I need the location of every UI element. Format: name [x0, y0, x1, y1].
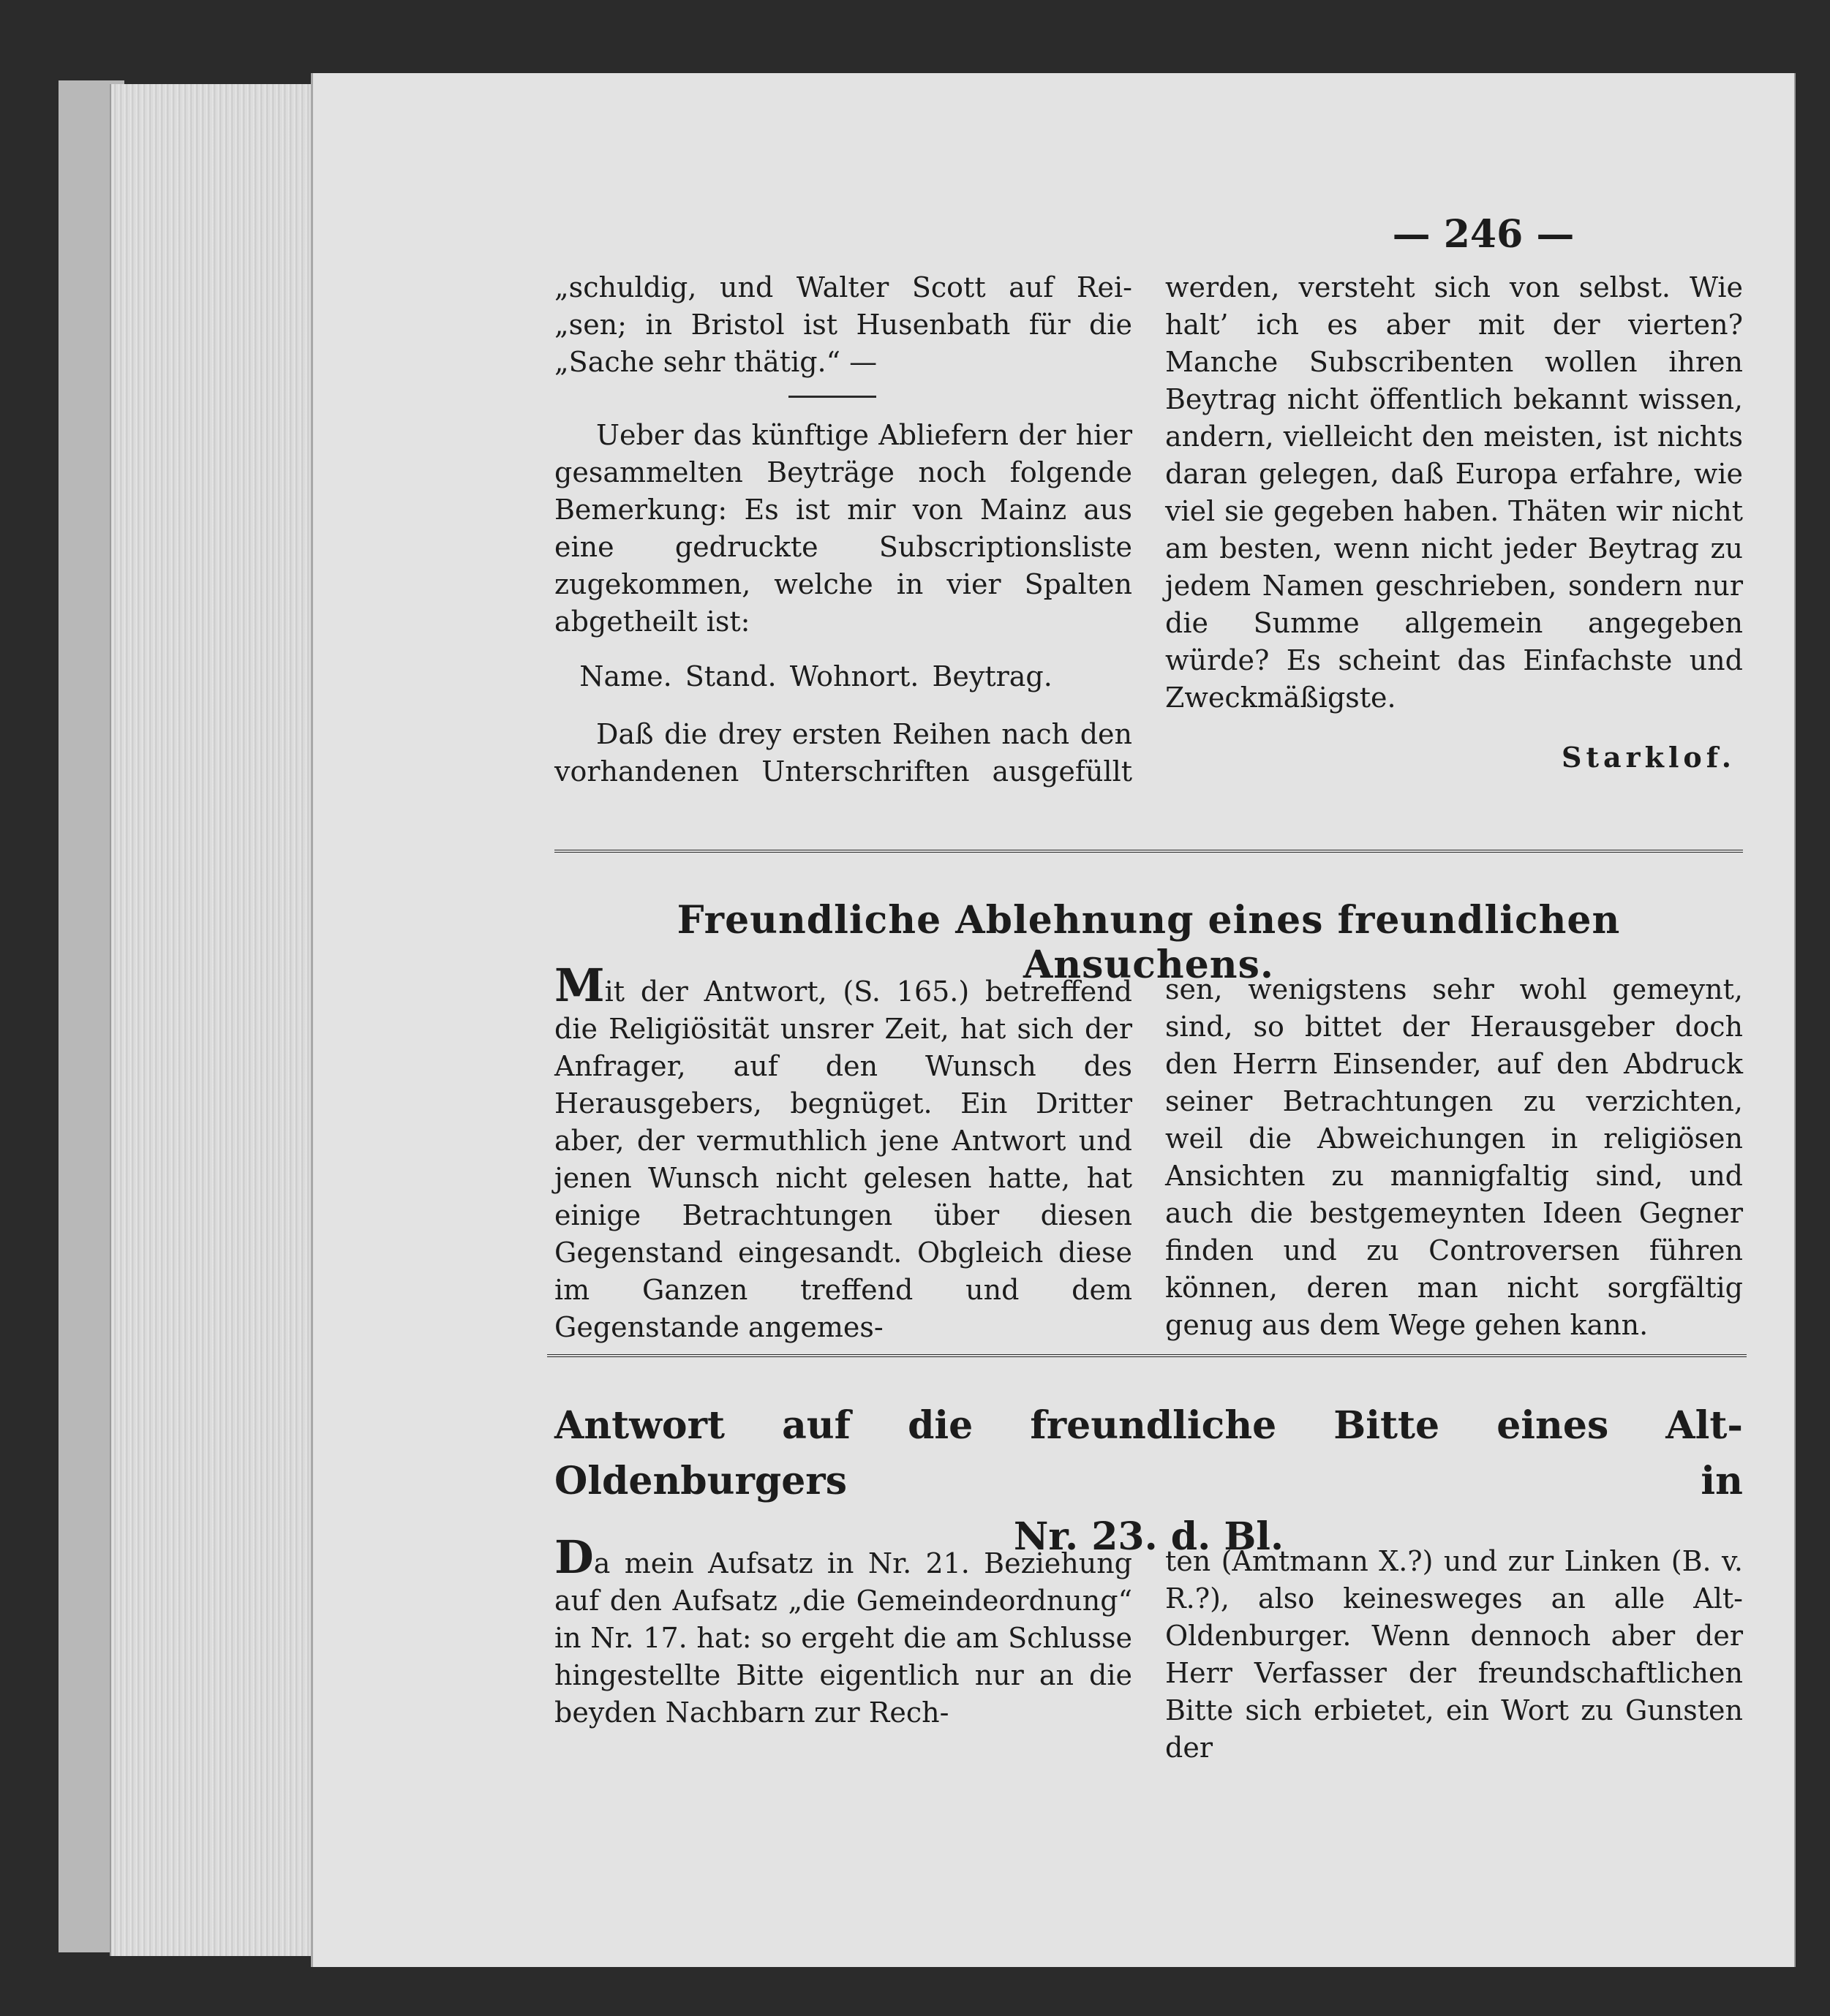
section-title-line: Nr. 23. d. Bl.	[1013, 1514, 1284, 1559]
page-stack-edges	[110, 84, 316, 1956]
quote-line: „sen; in Bristol ist Husenbath für die	[554, 309, 1132, 341]
section-divider	[554, 850, 1743, 853]
paragraph: Ueber das künftige Abliefern der hier gesammelten Beyträge noch folgende Bemerkung: Es ist mir von Mainz aus eine gedruckte Subscriptionsliste zugekommen, welche in vier Spalten abgetheilt ist:	[554, 419, 1132, 638]
paragraph: werden, versteht sich von selbst. Wie halt’ ich es aber mit der vierten? Manche Subscribenten wollen ihren Beytrag nicht öffentlich bekannt wissen, andern, vielleicht den meisten, ist nichts daran gelegen, daß Europa erfahre, wie viel sie gegeben haben. Thäten wir nicht am besten, wenn nicht jeder Beytrag zu jedem Namen geschrieben, sondern nur die Summe allgemein angegeben würde? Es scheint das Einfachste und Zweckmäßigste.	[1165, 271, 1743, 714]
section-title-line: Antwort auf die freundliche Bitte eines Alt-Oldenburgers in	[554, 1403, 1743, 1503]
page-number: — 246 —	[1392, 212, 1575, 257]
quote-line: „schuldig, und Walter Scott auf Rei-	[554, 271, 1132, 303]
section-3-left-column	[554, 1530, 1132, 1732]
top-left-column	[554, 269, 1132, 790]
section-title	[554, 1398, 1743, 1565]
paragraph	[554, 959, 1132, 1346]
subscription-fields: Name. Stand. Wohnort. Beytrag.	[579, 660, 1053, 692]
paragraph: sen, wenigstens sehr wohl gemeynt, sind, so bittet der Herausgeber doch den Herrn Einsender, auf den Abdruck seiner Betrachtungen zu verzichten, weil die Abweichungen in religiösen Ansichten zu mannigfaltig sind, und auch die bestgemeynten Ideen Gegner finden und zu Controversen führen können, deren man nicht sorgfältig genug aus dem Wege gehen kann.	[1165, 973, 1743, 1341]
paragraph: Daß die drey ersten Reihen nach den vorhandenen Unterschriften ausgefüllt	[554, 718, 1132, 788]
section-title: Freundliche Ablehnung eines freundlichen Ansuchens.	[677, 898, 1621, 987]
section-2-right-column	[1165, 971, 1743, 1344]
signature: Starklof.	[1562, 741, 1736, 774]
drop-cap: M	[554, 959, 605, 1012]
book-page	[311, 73, 1796, 1967]
quote-line: „Sache sehr thätig.“ —	[554, 346, 878, 378]
paragraph: ten (Amtmann X.?) und zur Linken (B. v. R.?), also keinesweges an alle Alt-Oldenburger. Wenn dennoch aber der Herr Verfasser der freundschaftlichen Bitte sich erbietet, ein Wort zu Gunsten der	[1165, 1545, 1743, 1764]
section-2-left-column	[554, 959, 1132, 1346]
paragraph	[554, 1530, 1132, 1732]
paragraph-text: a mein Aufsatz in Nr. 21. Beziehung auf den Aufsatz „die Gemeindeordnung“ in Nr. 17. hat: so ergeht die am Schlusse hingestellte Bitte eigentlich nur an die beyden Nachbarn zur Rech-	[554, 1547, 1132, 1729]
drop-cap: D	[554, 1530, 594, 1584]
paragraph-text: it der Antwort, (S. 165.) betreffend die Religiösität unsrer Zeit, hat sich der Anfrager, auf den Wunsch des Herausgebers, begnüget. Ein Dritter aber, der vermuthlich jene Antwort und jenen Wunsch nicht gelesen hatte, hat einige Betrachtungen über diesen Gegenstand eingesandt. Obgleich diese im Ganzen treffend und dem Gegenstande angemes-	[554, 975, 1132, 1343]
short-divider	[788, 396, 876, 398]
section-divider	[547, 1354, 1747, 1357]
section-3-right-column	[1165, 1543, 1743, 1767]
top-right-column	[1165, 269, 1743, 776]
